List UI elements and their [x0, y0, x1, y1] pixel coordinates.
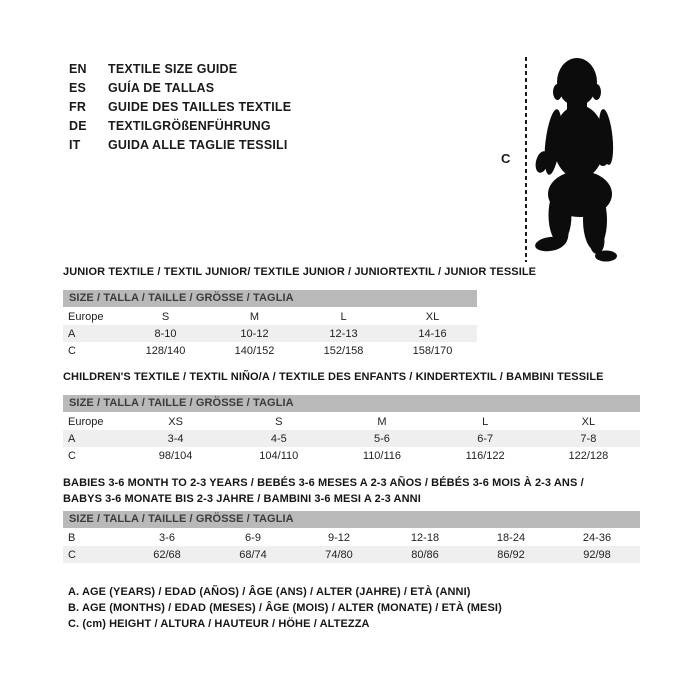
row-label-cell: C	[68, 344, 76, 357]
size-value-cell: S	[161, 310, 170, 323]
table-size-header: SIZE / TALLA / TAILLE / GRÖSSE / TAGLIA	[63, 511, 640, 528]
size-value-cell: M	[377, 415, 387, 428]
size-value-cell: 110/116	[362, 449, 402, 462]
size-table-grid	[63, 308, 477, 359]
size-value-cell: 158/170	[412, 344, 453, 357]
table-row	[63, 546, 640, 563]
size-value-cell: XL	[581, 415, 596, 428]
size-value-cell: XS	[168, 415, 183, 428]
table-row	[63, 413, 640, 430]
size-value-cell: 116/122	[465, 449, 505, 462]
table-row	[63, 325, 477, 342]
size-value-cell: 3-6	[159, 531, 175, 544]
size-value-cell: 10-12	[240, 327, 269, 340]
language-label: GUÍA DE TALLAS	[108, 81, 215, 95]
language-code: DE	[69, 119, 87, 133]
measurement-legend	[68, 584, 502, 632]
size-value-cell: 7-8	[580, 432, 597, 445]
language-code: ES	[69, 81, 87, 95]
legend-line: A. AGE (YEARS) / EDAD (AÑOS) / ÂGE (ANS) / ALTER (JAHRE) / ETÀ (ANNI)	[68, 586, 471, 598]
row-label-cell: A	[68, 327, 76, 340]
size-value-cell: 9-12	[327, 531, 351, 544]
size-table-grid	[63, 413, 640, 464]
legend-line: B. AGE (MONTHS) / EDAD (MESES) / ÂGE (MOIS) / ALTER (MONATE) / ETÀ (MESI)	[68, 602, 502, 614]
size-value-cell: 80/86	[411, 548, 439, 561]
size-value-cell: 74/80	[325, 548, 353, 561]
table-row	[63, 342, 477, 359]
table-title: BABIES 3-6 MONTH TO 2-3 YEARS / BEBÉS 3-6 MESES A 2-3 AÑOS / BÉBÉS 3-6 MOIS À 2-3 ANS /	[63, 477, 584, 489]
language-label: TEXTILGRÖßENFÜHRUNG	[108, 119, 271, 133]
row-label-cell: A	[68, 432, 76, 445]
size-value-cell: XL	[425, 310, 440, 323]
table-row	[63, 447, 640, 464]
size-value-cell: 152/158	[323, 344, 364, 357]
language-label: GUIDA ALLE TAGLIE TESSILI	[108, 138, 288, 152]
junior-size-table	[63, 264, 537, 359]
row-label-cell: Europe	[68, 310, 104, 323]
children-size-table	[63, 369, 640, 464]
size-value-cell: 6-9	[245, 531, 261, 544]
language-code: FR	[69, 100, 87, 114]
size-value-cell: 92/98	[583, 548, 611, 561]
table-size-header: SIZE / TALLA / TAILLE / GRÖSSE / TAGLIA	[63, 395, 640, 412]
size-value-cell: 122/128	[568, 449, 609, 462]
row-label-cell: C	[68, 548, 76, 561]
size-value-cell: 24-36	[582, 531, 612, 544]
size-value-cell: L	[482, 415, 489, 428]
size-value-cell: 104/110	[259, 449, 299, 462]
size-value-cell: 6-7	[477, 432, 494, 445]
table-title: BABYS 3-6 MONATE BIS 2-3 JAHRE / BAMBINI 3-6 MESI A 2-3 ANNI	[63, 493, 421, 505]
language-row	[69, 117, 291, 136]
size-value-cell: S	[275, 415, 283, 428]
height-measure-label: C	[501, 151, 511, 166]
height-measure-dashed-line	[525, 57, 527, 262]
row-label-cell: B	[68, 531, 76, 544]
size-value-cell: 62/68	[153, 548, 181, 561]
size-value-cell: 98/104	[158, 449, 193, 462]
size-value-cell: 14-16	[418, 327, 447, 340]
size-value-cell: M	[249, 310, 260, 323]
language-label: TEXTILE SIZE GUIDE	[108, 62, 238, 76]
size-value-cell: 8-10	[154, 327, 177, 340]
size-table-grid	[63, 529, 640, 563]
language-row	[69, 98, 291, 117]
table-row	[63, 529, 640, 546]
size-value-cell: 18-24	[496, 531, 526, 544]
row-label-cell: Europe	[68, 415, 104, 428]
size-value-cell: 5-6	[374, 432, 390, 445]
table-title: CHILDREN'S TEXTILE / TEXTIL NIÑO/A / TEXTILE DES ENFANTS / KINDERTEXTIL / BAMBINI TESSILE	[63, 371, 604, 383]
table-size-header: SIZE / TALLA / TAILLE / GRÖSSE / TAGLIA	[63, 290, 477, 307]
size-value-cell: 12-18	[410, 531, 440, 544]
size-value-cell: 4-5	[270, 432, 287, 445]
size-value-cell: 3-4	[167, 432, 184, 445]
language-row	[69, 136, 291, 155]
babies-size-table	[63, 475, 640, 563]
baby-silhouette-icon	[533, 57, 623, 262]
language-row	[69, 60, 291, 79]
language-label: GUIDE DES TAILLES TEXTILE	[108, 100, 292, 114]
size-value-cell: 140/152	[234, 344, 275, 357]
language-code: EN	[69, 62, 87, 76]
size-value-cell: 128/140	[145, 344, 186, 357]
legend-line: C. (cm) HEIGHT / ALTURA / HAUTEUR / HÖHE / ALTEZZA	[68, 618, 370, 630]
table-row	[63, 308, 477, 325]
language-row	[69, 79, 291, 98]
size-value-cell: 68/74	[239, 548, 267, 561]
table-row	[63, 430, 640, 447]
language-list	[69, 60, 291, 155]
size-value-cell: 86/92	[497, 548, 525, 561]
size-value-cell: 12-13	[329, 327, 358, 340]
row-label-cell: C	[68, 449, 76, 462]
language-code: IT	[69, 138, 81, 152]
table-title: JUNIOR TEXTILE / TEXTIL JUNIOR/ TEXTILE JUNIOR / JUNIORTEXTIL / JUNIOR TESSILE	[63, 266, 537, 278]
size-value-cell: L	[340, 310, 347, 323]
